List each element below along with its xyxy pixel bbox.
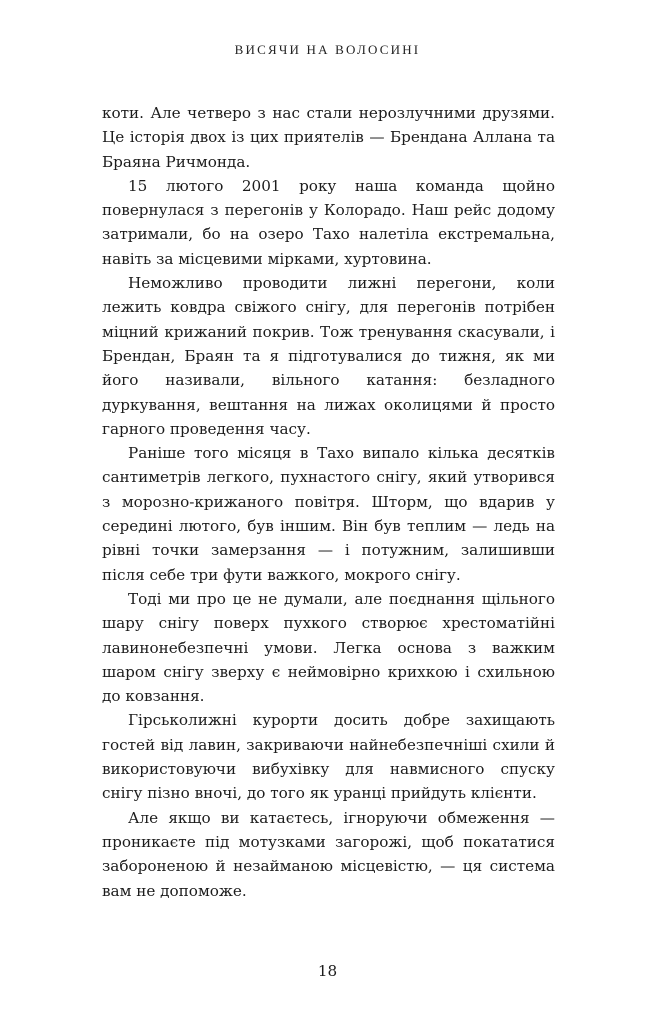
paragraph: коти. Але четверо з нас стали нерозлучними друзями. Це історія двох із цих приятелів — Брендана Аллана та Браяна Ричмонда. — [102, 104, 555, 171]
paragraph: Гірськолижні курорти досить добре захищають гостей від лавин, закриваючи найнебезпечніші схили й використовуючи вибухівку для навмисного спуску снігу пізно вночі, до того як уранці прийдуть клієнти. — [102, 711, 555, 803]
paragraph: Тоді ми про це не думали, але поєднання щільного шару снігу поверх пухкого створює хрестоматійні лавинонебезпечні умови. Легка основа з важким шаром снігу зверху є неймовірно крихкою і схильною до ковзання. — [102, 589, 555, 706]
running-header: ВИСЯЧИ НА ВОЛОСИНІ — [234, 42, 421, 57]
paragraph: Неможливо проводити лижні перегони, коли лежить ковдра свіжого снігу, для перегонів потрібен міцний крижаний покрив. Тож тренування скасували, і Брендан, Браян та я підготувалися до тижня, як ми його називали, вільного катання: безладного дуркування, вештання на лижах околицями й просто гарного проведення часу. — [102, 274, 555, 438]
paragraph: 15 лютого 2001 року наша команда щойно повернулася з перегонів у Колорадо. Наш рейс додому затримали, бо на озеро Тахо налетіла екстремальна, навіть за місцевими мірками, хуртовина. — [102, 176, 555, 268]
paragraph: Раніше того місяця в Тахо випало кілька десятків сантиметрів легкого, пухнастого снігу, який утворився з морозно-крижаного повітря. Шторм, що вдарив у середині лютого, був іншим. Він був теплим — ледь на рівні точки замерзання — і потужним, залишивши після себе три фути важкого, мокрого снігу. — [102, 444, 555, 584]
page-number: 18 — [317, 962, 338, 980]
paragraph: Але якщо ви катаєтесь, ігноруючи обмеження — проникаєте під мотузками загорожі, щоб покататися забороненою й незайманою місцевістю, — ця система вам не допоможе. — [102, 808, 555, 900]
body-text — [102, 101, 555, 903]
